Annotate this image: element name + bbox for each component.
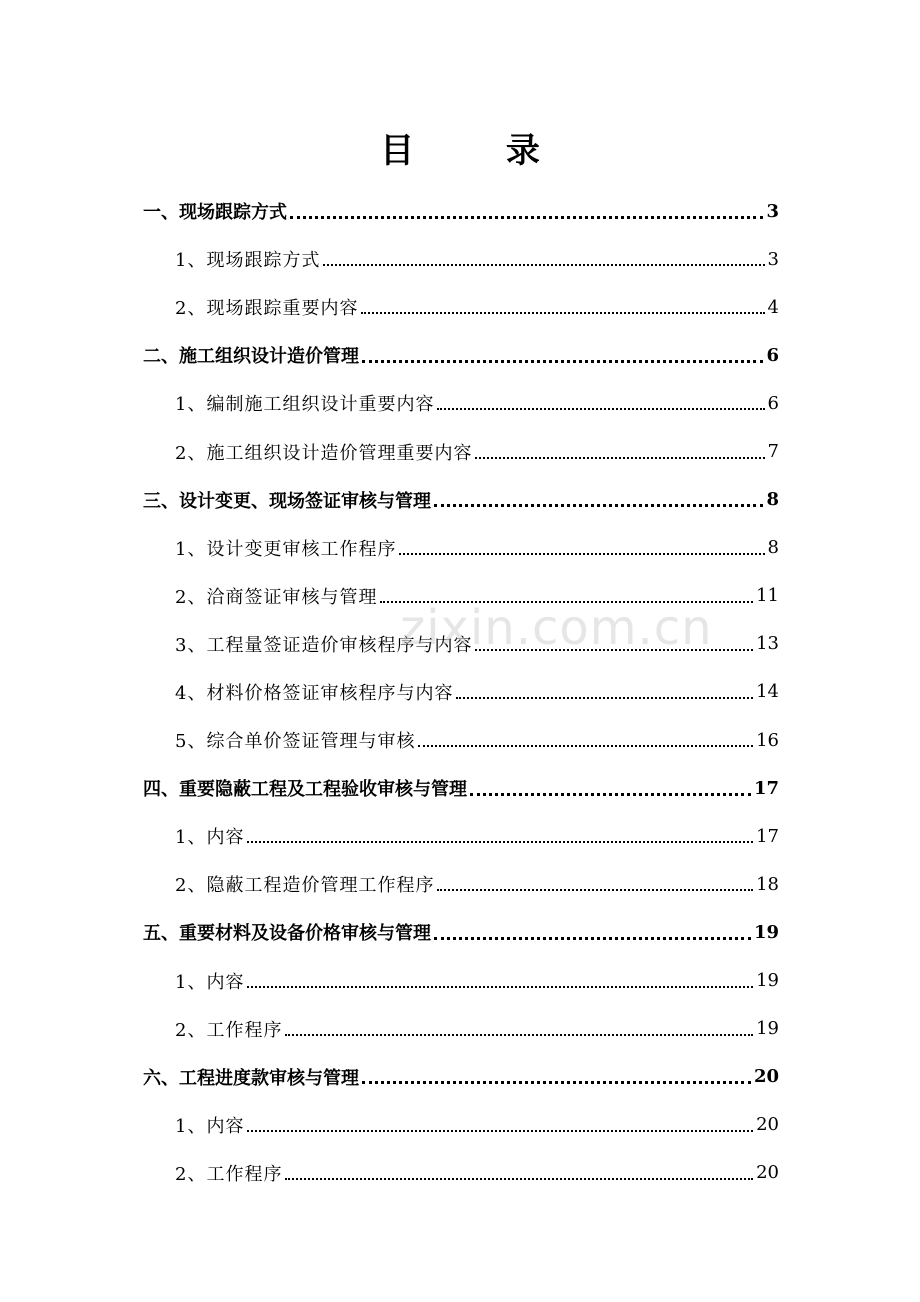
- toc-section-entry[interactable]: [143, 812, 779, 860]
- toc-chapter-entry[interactable]: [143, 908, 779, 956]
- dot-leader: [437, 889, 753, 891]
- toc-entry-label: 3、工程量签证造价审核程序与内容: [175, 634, 473, 656]
- toc-section-entry[interactable]: [143, 860, 779, 908]
- dot-leader: [418, 745, 753, 747]
- dot-leader: [247, 986, 753, 988]
- dot-leader: [290, 216, 763, 219]
- watermark-text: zixin.com.cn: [400, 600, 713, 656]
- toc-entry-label: 四、重要隐蔽工程及工程验收审核与管理: [143, 779, 467, 801]
- dot-leader: [323, 264, 764, 266]
- toc-page-number: 3: [766, 200, 779, 222]
- toc-page-number: 16: [756, 729, 779, 751]
- toc-entry-label: 1、内容: [175, 827, 245, 849]
- toc-entry-label: 1、现场跟踪方式: [175, 250, 321, 272]
- toc-entry-label: 1、编制施工组织设计重要内容: [175, 394, 435, 416]
- toc-page-number: 20: [753, 1066, 779, 1088]
- toc-page-number: 8: [766, 489, 779, 511]
- dot-leader: [437, 408, 764, 410]
- toc-section-entry[interactable]: [143, 379, 779, 427]
- dot-leader: [362, 360, 763, 363]
- toc-page-number: 20: [756, 1162, 779, 1184]
- toc-entry-label: 1、设计变更审核工作程序: [175, 538, 397, 560]
- toc-entry-label: 5、综合单价签证管理与审核: [175, 731, 416, 753]
- toc-entry-label: 五、重要材料及设备价格审核与管理: [143, 923, 431, 945]
- toc-page-number: 11: [756, 585, 779, 607]
- toc-section-entry[interactable]: [143, 524, 779, 572]
- toc-chapter-entry[interactable]: [143, 331, 779, 379]
- toc-section-entry[interactable]: [143, 668, 779, 716]
- toc-section-entry[interactable]: [143, 957, 779, 1005]
- toc-entry-label: 一、现场跟踪方式: [143, 202, 287, 224]
- toc-section-entry[interactable]: [143, 283, 779, 331]
- dot-leader: [475, 649, 753, 651]
- toc-page-number: 18: [756, 873, 779, 895]
- toc-chapter-entry[interactable]: [143, 1053, 779, 1101]
- toc-page-number: 3: [767, 248, 779, 270]
- dot-leader: [285, 1034, 753, 1036]
- toc-entry-label: 2、洽商签证审核与管理: [175, 586, 378, 608]
- dot-leader: [361, 312, 764, 314]
- toc-page-number: 17: [756, 825, 779, 847]
- dot-leader: [456, 697, 753, 699]
- dot-leader: [475, 457, 764, 459]
- toc-page-number: 6: [767, 392, 779, 414]
- dot-leader: [247, 1130, 753, 1132]
- toc-entry-label: 二、施工组织设计造价管理: [143, 346, 359, 368]
- dot-leader: [362, 1081, 751, 1084]
- toc-section-entry[interactable]: [143, 620, 779, 668]
- toc-section-entry[interactable]: [143, 716, 779, 764]
- dot-leader: [399, 553, 764, 555]
- toc-entry-label: 4、材料价格签证审核程序与内容: [175, 682, 454, 704]
- toc-chapter-entry[interactable]: [143, 476, 779, 524]
- toc-page-number: 17: [753, 777, 779, 799]
- dot-leader: [247, 841, 753, 843]
- toc-page-number: 4: [767, 296, 779, 318]
- toc-page-number: 19: [756, 1018, 779, 1040]
- toc-entry-label: 六、工程进度款审核与管理: [143, 1067, 359, 1089]
- toc-entry-label: 1、内容: [175, 971, 245, 993]
- toc-page-number: 19: [753, 921, 779, 943]
- toc-entry-label: 2、工作程序: [175, 1163, 283, 1185]
- dot-leader: [434, 504, 763, 507]
- toc-entry-label: 三、设计变更、现场签证审核与管理: [143, 490, 431, 512]
- toc-entry-label: 2、现场跟踪重要内容: [175, 298, 359, 320]
- toc-page-number: 14: [756, 681, 779, 703]
- toc-entry-label: 2、施工组织设计造价管理重要内容: [175, 442, 473, 464]
- toc-page-number: 8: [767, 537, 779, 559]
- dot-leader: [470, 793, 751, 796]
- toc-entry-label: 1、内容: [175, 1115, 245, 1137]
- toc-section-entry[interactable]: [143, 1149, 779, 1197]
- toc-page-number: 20: [756, 1114, 779, 1136]
- toc-section-entry[interactable]: [143, 235, 779, 283]
- page-title: 目 录: [380, 131, 580, 171]
- dot-leader: [380, 601, 753, 603]
- toc-entry-label: 2、工作程序: [175, 1019, 283, 1041]
- toc-section-entry[interactable]: [143, 1101, 779, 1149]
- toc-section-entry[interactable]: [143, 1005, 779, 1053]
- toc-page-number: 6: [766, 344, 779, 366]
- toc-page-number: 7: [767, 441, 779, 463]
- toc-chapter-entry[interactable]: [143, 187, 779, 235]
- toc-section-entry[interactable]: [143, 427, 779, 475]
- toc-page-number: 19: [756, 970, 779, 992]
- toc-section-entry[interactable]: [143, 572, 779, 620]
- dot-leader: [285, 1178, 753, 1180]
- toc-chapter-entry[interactable]: [143, 764, 779, 812]
- toc-entry-label: 2、隐蔽工程造价管理工作程序: [175, 875, 435, 897]
- toc-page-number: 13: [756, 633, 779, 655]
- dot-leader: [434, 937, 751, 940]
- table-of-contents: [143, 187, 779, 1197]
